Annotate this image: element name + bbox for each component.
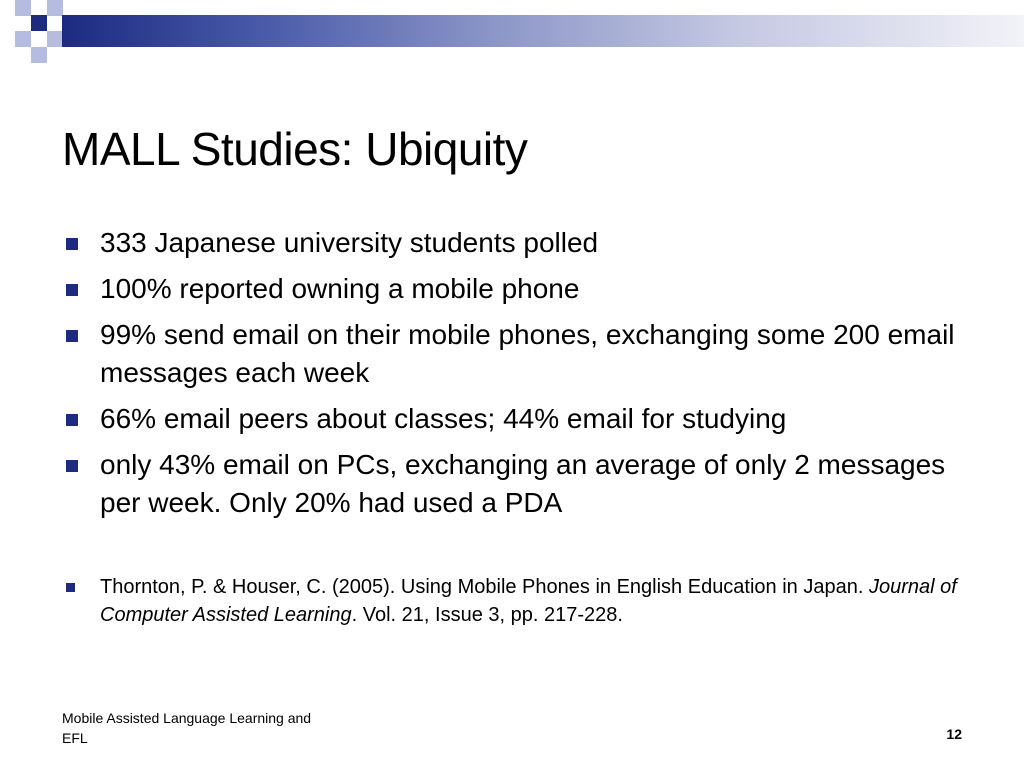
- page-number: 12: [946, 726, 962, 742]
- reference-text: Thornton, P. & Houser, C. (2005). Using Mobile Phones in English Education in Japan.: [100, 576, 869, 598]
- decorative-square: [47, 31, 63, 47]
- bullet-item: [62, 224, 962, 262]
- square-bullet-icon: [66, 330, 78, 342]
- decorative-square: [15, 0, 31, 16]
- bullet-item: [62, 400, 962, 438]
- decorative-square: [31, 15, 47, 31]
- reference-citation: [62, 573, 962, 629]
- square-bullet-icon: [66, 583, 75, 592]
- slide-title: MALL Studies: Ubiquity: [62, 123, 528, 175]
- decorative-square: [47, 0, 63, 16]
- bullet-item: [62, 446, 962, 522]
- bullet-text: 100% reported owning a mobile phone: [100, 273, 580, 304]
- bullet-list: [62, 224, 962, 530]
- bullet-item: [62, 316, 962, 392]
- bullet-text: 66% email peers about classes; 44% email for studying: [100, 403, 787, 434]
- bullet-text: 333 Japanese university students polled: [100, 227, 599, 258]
- footer-text: Mobile Assisted Language Learning and EFL: [62, 710, 312, 746]
- square-bullet-icon: [66, 414, 78, 426]
- decorative-square: [15, 31, 31, 47]
- bullet-text: 99% send email on their mobile phones, exchanging some 200 email messages each week: [100, 319, 955, 388]
- bullet-item: [62, 270, 962, 308]
- header-gradient-bar: [62, 15, 1024, 47]
- reference-details: . Vol. 21, Issue 3, pp. 217-228.: [351, 604, 623, 626]
- bullet-text: only 43% email on PCs, exchanging an average of only 2 messages per week. Only 20% had used a PDA: [100, 449, 946, 518]
- square-bullet-icon: [66, 238, 78, 250]
- square-bullet-icon: [66, 460, 78, 472]
- reference-journal-title: Journal of Computer Assisted Learning: [100, 576, 957, 626]
- square-bullet-icon: [66, 284, 78, 296]
- decorative-square: [31, 47, 47, 63]
